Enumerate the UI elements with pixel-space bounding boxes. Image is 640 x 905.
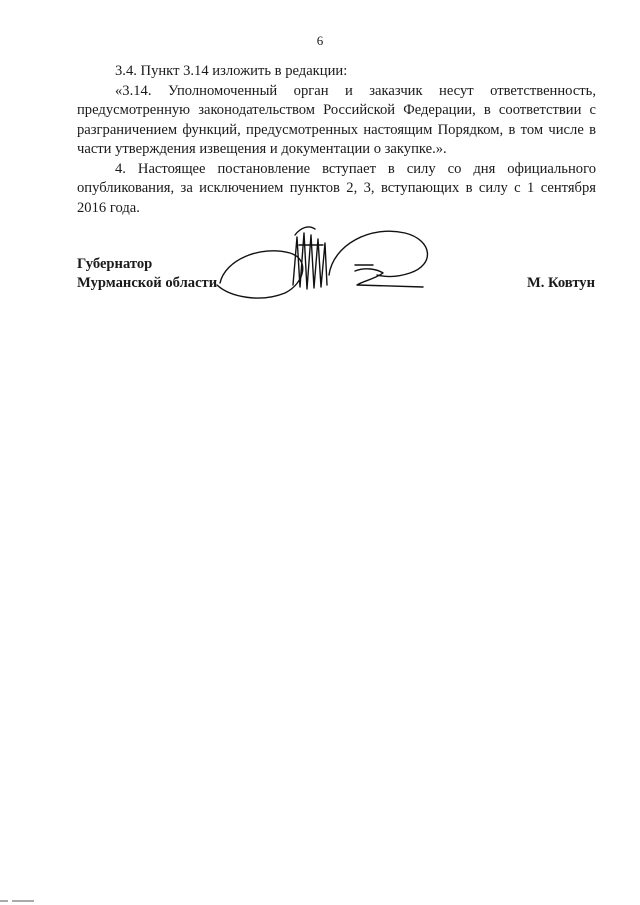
signatory-title-line2: Мурманской области: [77, 275, 218, 291]
page-number: 6: [316, 33, 324, 48]
paragraph-clause-3-14: «3.14. Уполномоченный орган и заказчик несут ответственность, предусмотренную законодательством Российской Федерации, в соответствии с разграничением функций, предусмотренных настоящим Порядком, в том числе в части утверждения извещения и документации о закупке.».: [77, 82, 596, 157]
signatory-title-line1: Губернатор: [77, 256, 153, 272]
handwritten-signature: [205, 215, 445, 305]
signatory-name: М. Ковтун: [526, 275, 595, 291]
document-body: [77, 62, 596, 218]
signatory-title: [77, 255, 217, 293]
paragraph-amendment-intro: 3.4. Пункт 3.14 изложить в редакции:: [115, 63, 348, 79]
footer-edge-mark: [0, 900, 34, 902]
paragraph-effective-date: 4. Настоящее постановление вступает в силу со дня официального опубликования, за исключением пунктов 2, 3, вступающих в силу с 1 сентября 2016 года.: [77, 160, 596, 216]
